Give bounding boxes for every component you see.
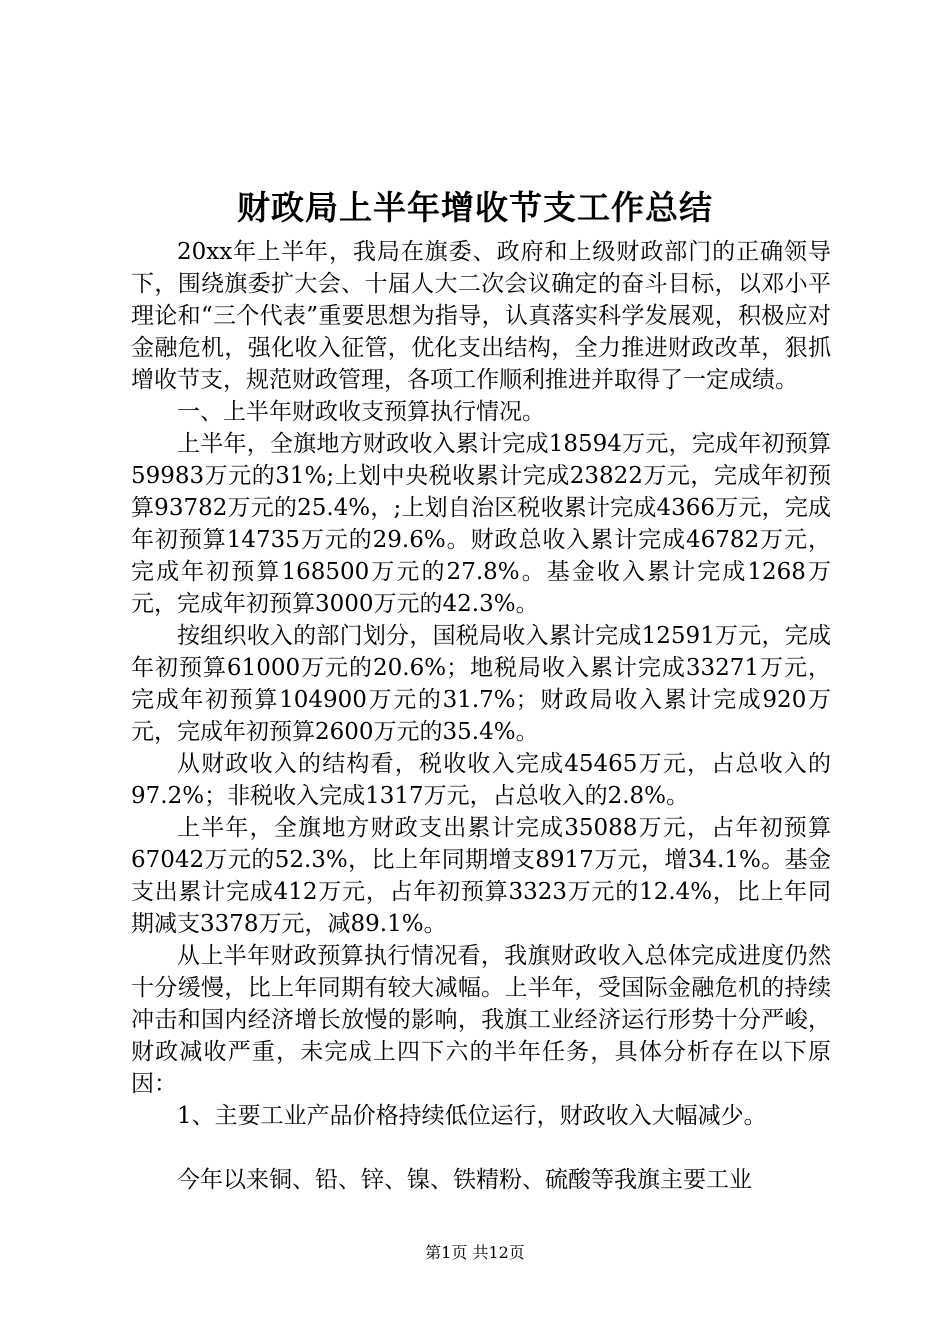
paragraph-section-heading: 一、上半年财政收支预算执行情况。 (177, 399, 545, 425)
document-title: 财政局上半年增收节支工作总结 (237, 188, 713, 227)
paragraph-structure: 从财政收入的结构看，税收收入完成45465万元，占总收入的97.2%；非税收入完成1317万元，占总收入的2.8%。 (131, 751, 831, 809)
paragraph-expenditure: 上半年，全旗地方财政支出累计完成35088万元，占年初预算67042万元的52.3%，比上年同期增支8917万元，增34.1%。基金支出累计完成412万元，占年初预算3323万元的12.4%，比上年同期减支3378万元，减89.1%。 (131, 815, 831, 937)
paragraph-revenue: 上半年，全旗地方财政收入累计完成18594万元，完成年初预算59983万元的31%;上划中央税收累计完成23822万元，完成年初预算93782万元的25.4%，;上划自治区税收累计完成4366万元，完成年初预算14735万元的29.6%。财政总收入累计完成46782万元，完成年初预算168500万元的27.8%。基金收入累计完成1268万元，完成年初预算3000万元的42.3%。 (131, 431, 831, 617)
paragraph-reason-1: 1、主要工业产品价格持续低位运行，财政收入大幅减少。 (177, 1103, 767, 1129)
paragraph-intro: 20xx年上半年，我局在旗委、政府和上级财政部门的正确领导下，围绕旗委扩大会、十届人大二次会议确定的奋斗目标，以邓小平理论和“三个代表”重要思想为指导，认真落实科学发展观，积极应对金融危机，强化收入征管，优化支出结构，全力推进财政改革，狠抓增收节支，规范财政管理，各项工作顺利推进并取得了一定成绩。 (131, 239, 831, 393)
page-number: 第1页 共12页 (425, 1243, 525, 1262)
paragraph-continued: 今年以来铜、铅、锌、镍、铁精粉、硫酸等我旗主要工业 (177, 1167, 752, 1193)
document-body (131, 236, 831, 1196)
paragraph-departments: 按组织收入的部门划分，国税局收入累计完成12591万元，完成年初预算61000万元的20.6%；地税局收入累计完成33271万元，完成年初预算104900万元的31.7%；财政局收入累计完成920万元，完成年初预算2600万元的35.4%。 (131, 623, 831, 745)
paragraph-analysis: 从上半年财政预算执行情况看，我旗财政收入总体完成进度仍然十分缓慢，比上年同期有较大减幅。上半年，受国际金融危机的持续冲击和国内经济增长放慢的影响，我旗工业经济运行形势十分严峻，财政减收严重，未完成上四下六的半年任务，具体分析存在以下原因： (131, 943, 831, 1097)
